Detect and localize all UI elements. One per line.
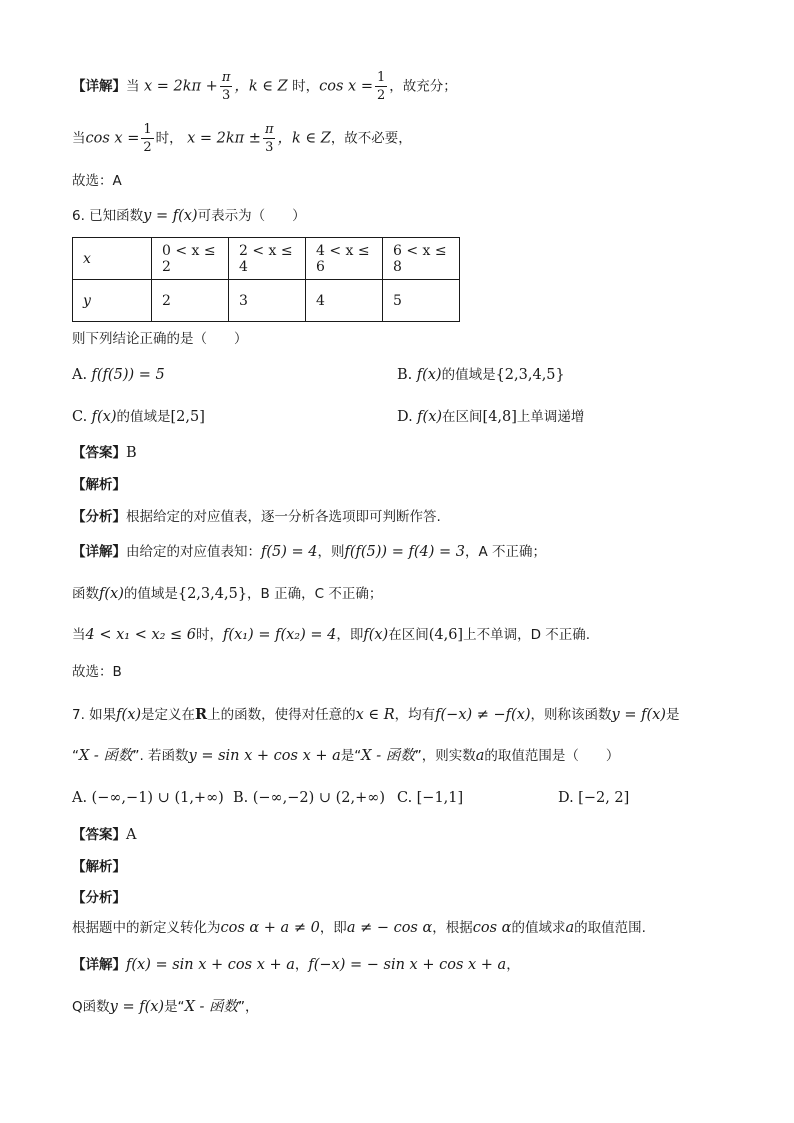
detail-line: 【详解】由给定的对应值表知：f(5) = 4，则f(f(5)) = f(4) = 3，A 不正确；	[72, 544, 546, 560]
question-7-stem: 7. 如果f(x)是定义在R上的函数，使得对任意的x ∈ R，均有f(−x) ≠ −f(x)，则称该函数y = f(x)是	[72, 706, 680, 723]
table-cell: 3	[229, 280, 306, 322]
table-cell: x	[73, 238, 152, 280]
table-cell: 2 < x ≤ 4	[229, 238, 306, 280]
option-c: C. [−1,1]	[397, 790, 464, 806]
table-cell: 4	[306, 280, 383, 322]
fraction: $\frac{\pi}{3}$	[221, 70, 231, 103]
choose-line: 故选：B	[72, 664, 122, 680]
option-a: A. f(f(5)) = 5	[72, 367, 165, 383]
detail-line: 【详解】f(x) = sin x + cos x + a，f(−x) = − sin x + cos x + a，	[72, 957, 520, 973]
analysis-tag: 【解析】	[72, 859, 126, 875]
table-cell: 0 < x ≤ 2	[152, 238, 229, 280]
answer-line: 【答案】A	[72, 827, 137, 843]
detail-tag: 【详解】	[72, 78, 126, 95]
option-a: A. (−∞,−1) ∪ (1,+∞)	[72, 790, 224, 806]
detail-line: 函数f(x)的值域是{2,3,4,5}，B 正确，C 不正确；	[72, 586, 383, 602]
fenxi-line: 根据题中的新定义转化为cos α + a ≠ 0，即a ≠ − cos α，根据cos α的值域求a的取值范围.	[72, 920, 646, 936]
table-cell: 5	[383, 280, 460, 322]
choose-line: 故选：A	[72, 173, 122, 189]
table-row	[73, 238, 460, 280]
table-cell: 6 < x ≤ 8	[383, 238, 460, 280]
fenxi-line: 【分析】根据给定的对应值表，逐一分析各选项即可判断作答.	[72, 509, 441, 525]
analysis-tag: 【解析】	[72, 477, 126, 493]
answer-line: 【答案】B	[72, 445, 137, 461]
option-d: D. [−2, 2]	[558, 790, 630, 806]
detail-line-1: 【详解】当 x = 2kπ + $\frac{\pi}{3}$ ，k ∈ Z 时，cos x = $\frac{1}{2}$ ，故充分；	[72, 70, 457, 103]
table-row	[73, 280, 460, 322]
option-c: C. f(x)的值域是[2,5]	[72, 409, 205, 425]
detail-line-2: 当cos x = $\frac{1}{2}$ 时， x = 2kπ ± $\frac{\pi}{3}$ ，k ∈ Z，故不必要，	[72, 122, 412, 155]
question-6-stem: 6. 已知函数y = f(x)可表示为（ ）	[72, 208, 306, 224]
detail-line: 当4 < x₁ < x₂ ≤ 6时，f(x₁) = f(x₂) = 4，即f(x)在区间(4,6]上不单调，D 不正确.	[72, 627, 591, 643]
option-b: B. (−∞,−2) ∪ (2,+∞)	[233, 790, 385, 806]
detail-line: Q函数y = f(x)是“X - 函数”，	[72, 999, 259, 1015]
question-6-prompt: 则下列结论正确的是（ ）	[72, 331, 248, 347]
fraction: $\frac{1}{2}$	[143, 122, 152, 155]
fraction: $\frac{1}{2}$	[376, 70, 386, 103]
table-cell: 2	[152, 280, 229, 322]
table-cell: y	[73, 280, 152, 322]
table-cell: 4 < x ≤ 6	[306, 238, 383, 280]
option-d: D. f(x)在区间[4,8]上单调递增	[397, 409, 585, 425]
value-table	[72, 237, 460, 322]
fraction: $\frac{\pi}{3}$	[264, 122, 274, 155]
fenxi-tag: 【分析】	[72, 890, 126, 906]
option-b: B. f(x)的值域是{2,3,4,5}	[397, 367, 565, 383]
question-7-stem-2: “X - 函数”. 若函数y = sin x + cos x + a是“X - 函数”，则实数a的取值范围是（ ）	[72, 748, 620, 764]
